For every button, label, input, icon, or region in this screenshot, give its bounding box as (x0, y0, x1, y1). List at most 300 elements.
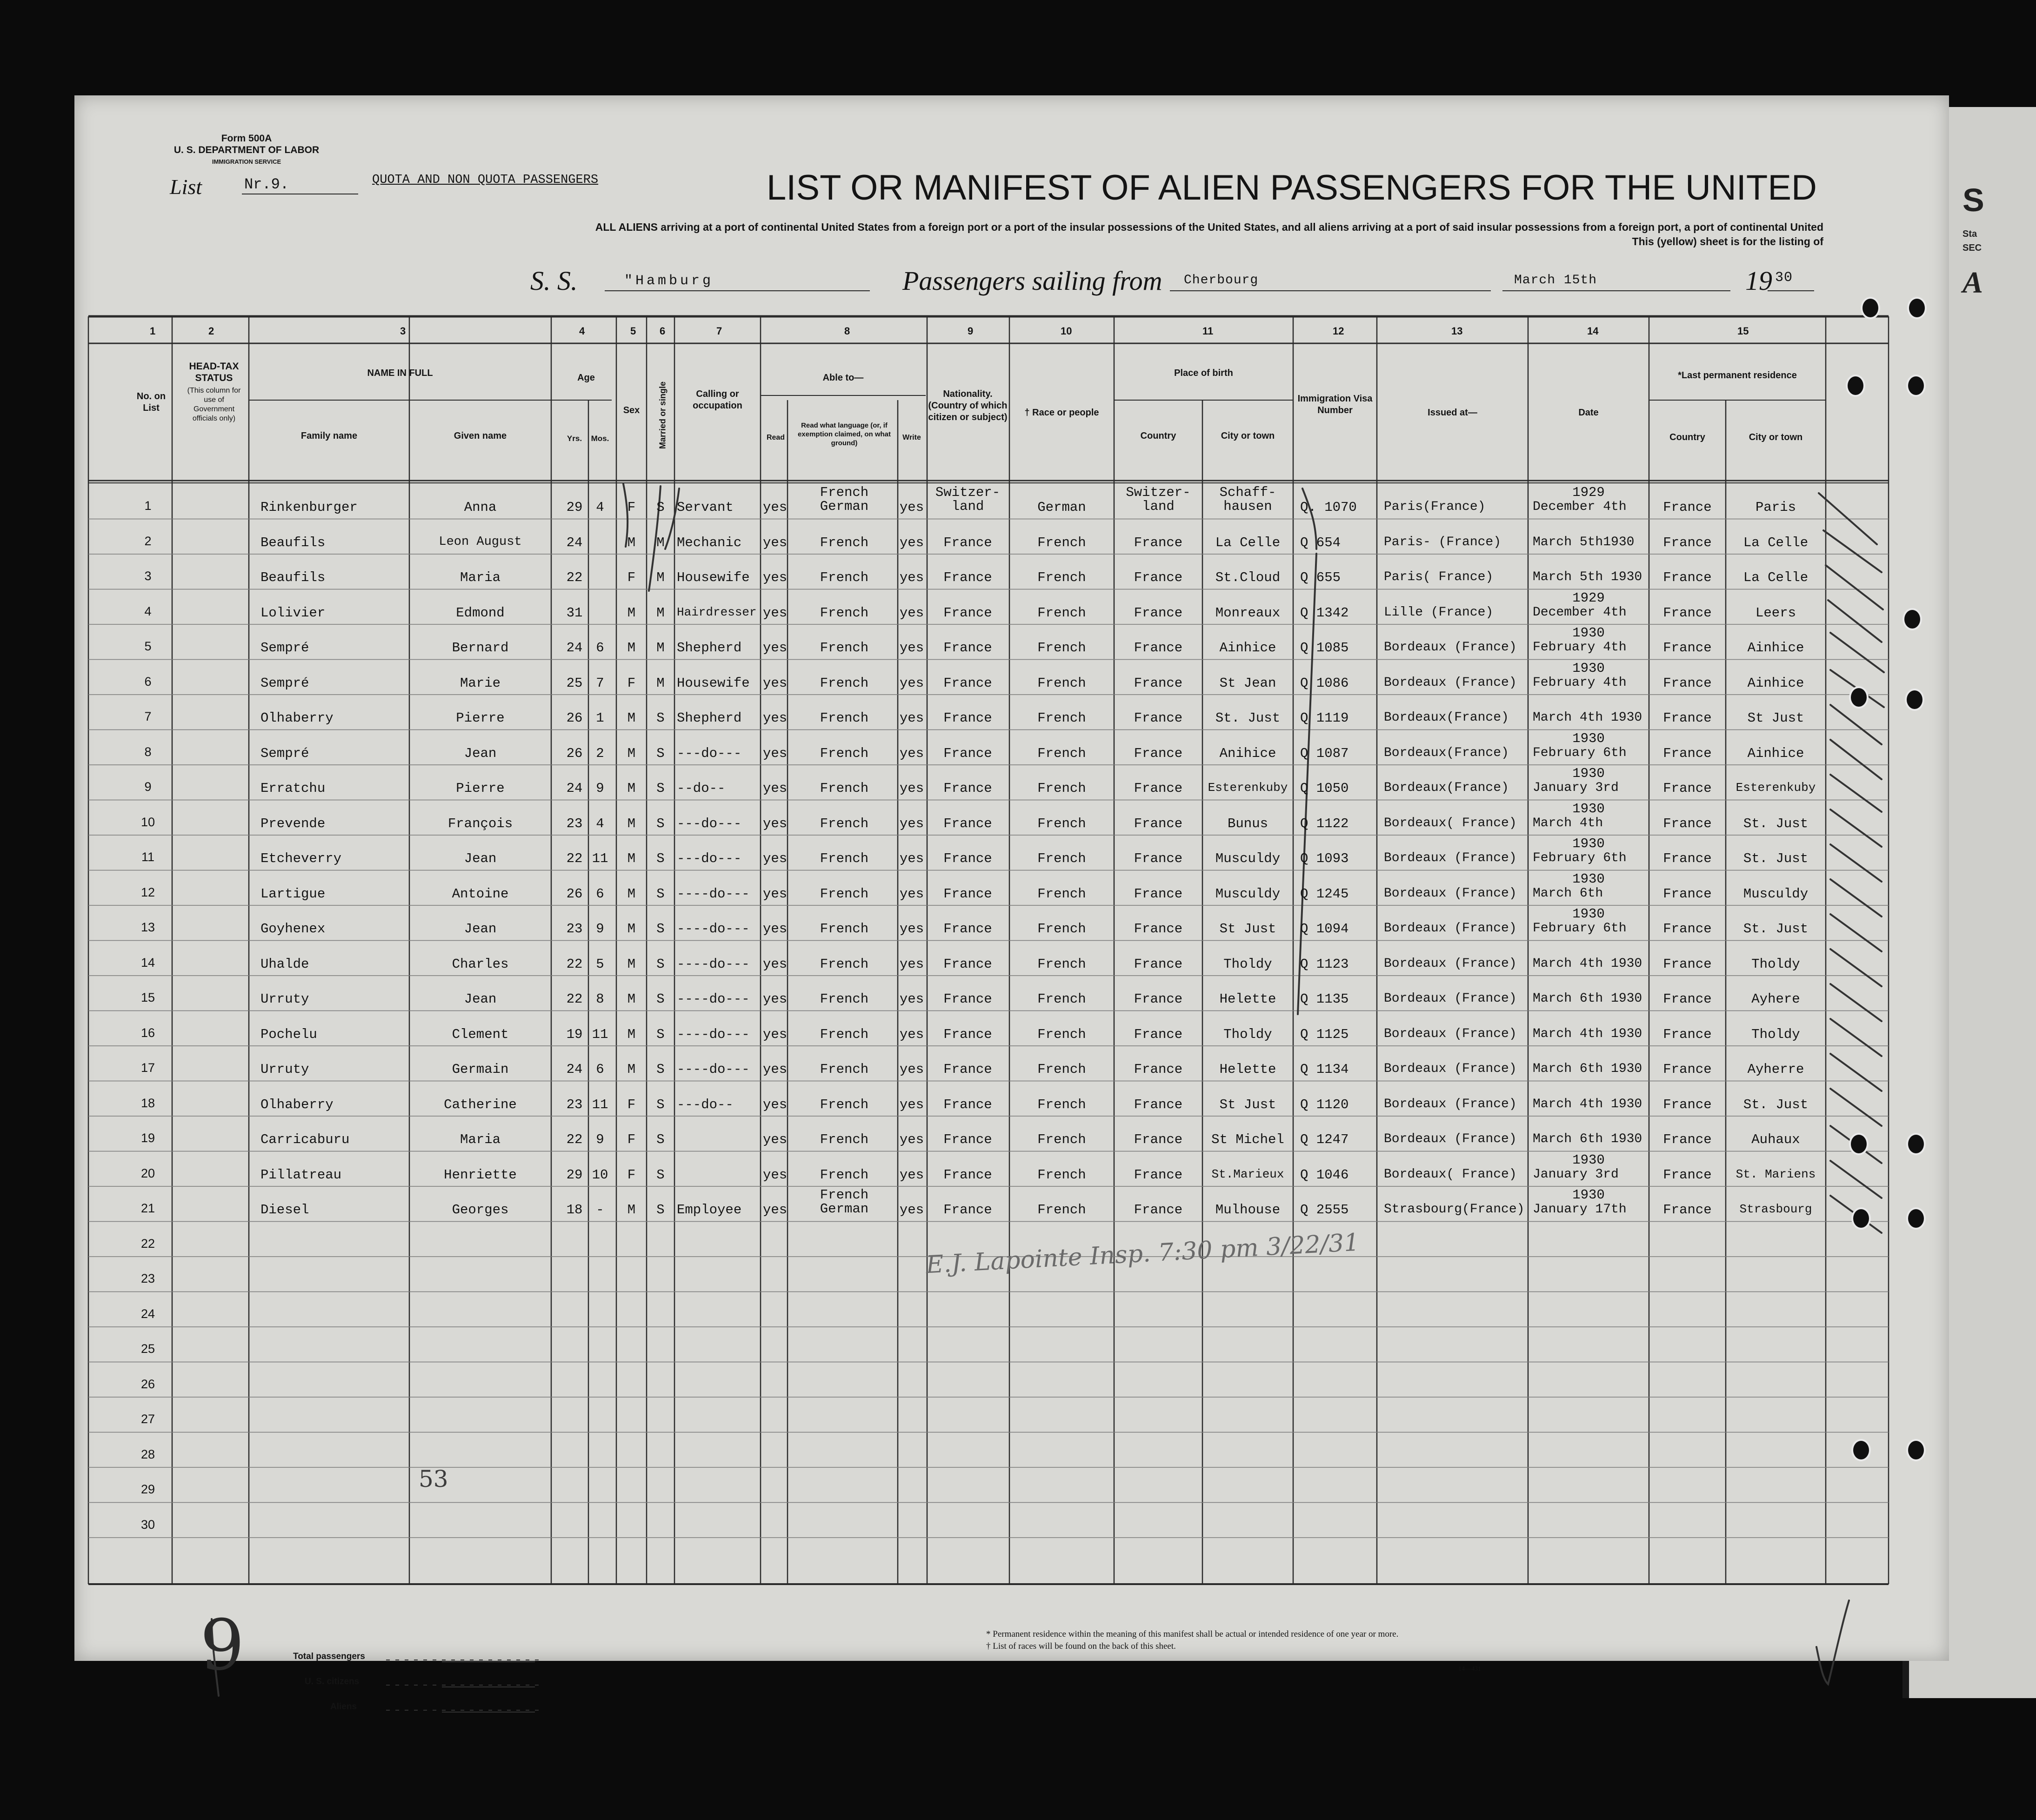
can-read: yes (763, 921, 788, 937)
issued-at: Bordeaux(France) (1384, 745, 1509, 760)
occupation: ----do--- (677, 1062, 750, 1077)
given-name: Catherine (444, 1097, 517, 1112)
residence-city: Auhaux (1751, 1132, 1800, 1147)
row-number: 1 (144, 499, 152, 513)
birth-country: Switzer- (1126, 485, 1191, 500)
residence-country: France (1663, 956, 1712, 972)
sex: F (627, 1097, 636, 1112)
given-name: François (447, 816, 513, 831)
marital-status: M (656, 535, 665, 550)
residence-city: Ayhere (1751, 991, 1800, 1007)
birth-city: St.Cloud (1215, 570, 1281, 585)
issue-year: 1930 (1572, 801, 1605, 816)
list-label: List (170, 175, 202, 199)
birth-country: France (1134, 1026, 1183, 1042)
birth-city: Anihice (1219, 745, 1276, 761)
language: French (820, 956, 869, 972)
birth-country: France (1134, 535, 1183, 550)
occupation: ----do--- (677, 1026, 750, 1042)
birth-city: Helette (1219, 991, 1276, 1007)
birth-country: France (1134, 1202, 1183, 1218)
issue-date: January 3rd (1533, 1167, 1619, 1182)
residence-city: Ainhice (1747, 675, 1804, 691)
family-name: Sempré (260, 745, 309, 761)
sex: M (627, 640, 636, 656)
marital-status: S (656, 956, 665, 972)
header-residence-country: Country (1669, 432, 1705, 442)
marital-status: M (656, 605, 665, 621)
can-write: yes (899, 570, 924, 585)
residence-city: St Just (1747, 710, 1804, 726)
residence-country: France (1663, 1202, 1712, 1218)
row-number: 30 (140, 1517, 155, 1532)
row-number: 18 (140, 1096, 155, 1110)
family-name: Urruty (260, 1062, 309, 1077)
header-birth-country: Country (1140, 431, 1176, 441)
occupation: ---do-- (677, 1097, 734, 1112)
occupation: ---do--- (677, 851, 742, 866)
can-read: yes (763, 991, 788, 1007)
issue-date: February 6th (1533, 851, 1627, 865)
race: German (1037, 500, 1086, 515)
binder-hole (1902, 608, 1922, 630)
row-number: 8 (144, 744, 152, 759)
residence-country: France (1663, 921, 1712, 937)
family-name: Olhaberry (260, 710, 334, 726)
birth-city: Schaff- (1219, 485, 1276, 500)
family-name: Lartigue (260, 886, 326, 902)
age-years: 22 (566, 851, 583, 866)
given-name: Jean (464, 851, 497, 866)
residence-city: Ayherre (1747, 1062, 1804, 1077)
residence-country: France (1663, 991, 1712, 1007)
marital-status: M (656, 640, 665, 656)
age-years: 23 (566, 816, 583, 831)
can-write: yes (899, 956, 924, 972)
issued-at: Paris( France) (1384, 570, 1494, 584)
age-months: 9 (596, 781, 604, 796)
subtitle-line: ALL ALIENS arriving at a port of continental United States from a foreign port or a port of the insular possessions of the United States, and all aliens arriving at a port of said insular possessions from a foreign port, a port of continental United (595, 221, 1823, 233)
residence-country: France (1663, 1062, 1712, 1077)
nationality: France (943, 570, 992, 585)
header-place-of-birth: Place of birth (1174, 368, 1233, 378)
family-name: Olhaberry (260, 1097, 334, 1112)
age-months: 4 (596, 500, 604, 515)
birth-city: Musculdy (1215, 886, 1281, 902)
issue-year: 1930 (1572, 766, 1605, 781)
row-number: 5 (144, 639, 152, 653)
nationality: France (943, 535, 992, 550)
nationality: France (943, 675, 992, 691)
occupation: ---do--- (677, 745, 742, 761)
can-write: yes (899, 781, 924, 796)
language: French (820, 1187, 869, 1203)
row-number: 28 (140, 1447, 155, 1461)
binder-hole (1861, 297, 1880, 319)
marital-status: M (656, 570, 665, 585)
family-name: Goyhenex (260, 921, 326, 937)
nationality: France (943, 745, 992, 761)
row-number: 15 (140, 990, 155, 1004)
birth-country: France (1134, 1097, 1183, 1112)
binder-hole (1846, 375, 1865, 397)
can-write: yes (899, 605, 924, 621)
age-years: 26 (566, 745, 583, 761)
sex: F (627, 500, 636, 515)
can-read: yes (763, 1062, 788, 1077)
visa-number: Q 1125 (1300, 1026, 1349, 1042)
given-name: Marie (460, 675, 501, 691)
can-read: yes (763, 710, 788, 726)
issue-year: 1930 (1572, 836, 1605, 851)
family-name: Etcheverry (260, 851, 342, 866)
binder-hole (1851, 1207, 1871, 1230)
birth-city: St Just (1219, 921, 1276, 937)
can-read: yes (763, 745, 788, 761)
column-number: 12 (1333, 325, 1344, 337)
nationality: France (943, 991, 992, 1007)
age-months: 8 (596, 991, 604, 1007)
column-number: 14 (1587, 325, 1599, 337)
residence-city: Paris (1755, 500, 1796, 515)
occupation: Housewife (677, 675, 750, 691)
binder-hole (1907, 297, 1927, 319)
row-number: 7 (144, 709, 152, 723)
sex: M (627, 710, 636, 726)
race: French (1037, 956, 1086, 972)
race: French (1037, 745, 1086, 761)
family-name: Prevende (260, 816, 326, 831)
birth-city: St. Just (1215, 710, 1281, 726)
can-write: yes (899, 851, 924, 866)
binder-hole (1851, 1439, 1871, 1461)
issue-date: February 6th (1533, 745, 1627, 760)
marital-status: S (656, 745, 665, 761)
row-number: 16 (140, 1025, 155, 1040)
age-years: 18 (566, 1202, 583, 1218)
birth-city: Helette (1219, 1062, 1276, 1077)
occupation: Servant (677, 500, 734, 515)
race: French (1037, 605, 1086, 621)
row-number: 24 (140, 1306, 155, 1321)
service-name: IMMIGRATION SERVICE (212, 158, 281, 165)
issued-at: Bordeaux (France) (1384, 886, 1517, 901)
header-issue-date: Date (1578, 408, 1599, 418)
sex: F (627, 675, 636, 691)
birth-country: France (1134, 991, 1183, 1007)
row-number: 23 (140, 1271, 155, 1285)
row-number: 11 (141, 850, 155, 864)
column-number: 3 (400, 325, 406, 337)
birth-city: La Celle (1215, 535, 1281, 550)
birth-city: Monreaux (1215, 605, 1281, 621)
age-years: 23 (566, 921, 583, 937)
issue-year: 1930 (1572, 906, 1605, 922)
family-name: Pochelu (260, 1026, 317, 1042)
issue-date: March 5th 1930 (1533, 570, 1642, 584)
birth-country: France (1134, 640, 1183, 656)
row-number: 26 (140, 1377, 155, 1391)
header-nationality: Nationality. (Country of which citizen or subject) (928, 389, 1008, 422)
language: French (820, 605, 869, 621)
list-number: Nr.9. (244, 176, 289, 193)
issued-at: Bordeaux (France) (1384, 921, 1517, 936)
residence-country: France (1663, 781, 1712, 796)
can-write: yes (899, 1026, 924, 1042)
nationality: France (943, 816, 992, 831)
sailing-label: Passengers sailing from (902, 266, 1162, 296)
sex: F (627, 570, 636, 585)
footnote-races: † List of races will be found on the back of this sheet. (986, 1641, 1176, 1651)
nationality: France (943, 956, 992, 972)
footer-total-passengers: Total passengers (293, 1652, 365, 1661)
header-read-language: Read what language (or, if exemption claimed, on what ground) (797, 422, 891, 447)
can-read: yes (763, 1167, 788, 1183)
year-suffix: 30 (1775, 270, 1793, 286)
departure-port: Cherbourg (1184, 273, 1259, 288)
age-years: 31 (566, 605, 583, 621)
issue-date: March 6th 1930 (1533, 1062, 1642, 1076)
visa-number: Q 1122 (1300, 816, 1349, 831)
visa-number: Q 1050 (1300, 781, 1349, 796)
language: French (820, 1132, 869, 1147)
occupation: Mechanic (677, 535, 742, 550)
language: French (820, 1062, 869, 1077)
nationality: France (943, 851, 992, 866)
age-years: 29 (566, 500, 583, 515)
language: French (820, 640, 869, 656)
birth-city: Bunus (1227, 816, 1268, 831)
issued-at: Bordeaux (France) (1384, 956, 1517, 971)
visa-number: Q 1087 (1300, 745, 1349, 761)
marital-status: S (656, 1202, 665, 1218)
birth-country: France (1134, 605, 1183, 621)
ship-name: "Hamburg (624, 273, 714, 289)
residence-country: France (1663, 816, 1712, 831)
binder-hole (1906, 1207, 1926, 1230)
row-number: 14 (140, 955, 155, 970)
row-number: 27 (140, 1412, 155, 1426)
issue-year: 1930 (1572, 625, 1605, 641)
nationality: land (951, 499, 984, 514)
sex: M (627, 781, 636, 796)
age-years: 22 (566, 1132, 583, 1147)
family-name: Sempré (260, 640, 309, 656)
header-race: † Race or people (1024, 408, 1099, 418)
sex: M (627, 816, 636, 831)
header-calling: Calling or occupation (693, 389, 742, 411)
marital-status: S (656, 991, 665, 1007)
residence-city: Ainhice (1747, 640, 1804, 656)
can-read: yes (763, 570, 788, 585)
residence-country: France (1663, 1167, 1712, 1183)
can-write: yes (899, 1097, 924, 1112)
column-number: 9 (968, 325, 974, 337)
age-months: 11 (592, 1026, 608, 1042)
nationality: France (943, 605, 992, 621)
row-number: 21 (140, 1201, 155, 1215)
sex: M (627, 535, 636, 550)
row-number: 13 (140, 920, 155, 934)
subtitle-line: This (yellow) sheet is for the listing of (1632, 235, 1823, 248)
family-name: Pillatreau (260, 1167, 342, 1183)
issued-at: Bordeaux (France) (1384, 1062, 1517, 1076)
language: French (820, 1026, 869, 1042)
marital-status: S (656, 851, 665, 866)
age-months: 10 (592, 1167, 608, 1183)
visa-number: Q 654 (1300, 535, 1341, 550)
issued-at: Paris(France) (1384, 500, 1486, 514)
marital-status: S (656, 1132, 665, 1147)
birth-country: France (1134, 1062, 1183, 1077)
age-years: 24 (566, 640, 583, 656)
age-years: 26 (566, 710, 583, 726)
header-age-years: Yrs. (567, 434, 582, 443)
binder-hole (1906, 375, 1926, 397)
age-years: 25 (566, 675, 583, 691)
birth-country: France (1134, 921, 1183, 937)
header-sex: Sex (623, 405, 640, 415)
sex: M (627, 851, 636, 866)
issued-at: Bordeaux (France) (1384, 1132, 1517, 1146)
visa-number: Q 1245 (1300, 886, 1349, 902)
birth-city: Ainhice (1219, 640, 1276, 656)
list-type: QUOTA AND NON QUOTA PASSENGERS (372, 173, 599, 187)
column-number: 2 (208, 325, 214, 337)
age-years: 23 (566, 1097, 583, 1112)
issue-year: 1930 (1572, 1152, 1605, 1168)
birth-country: France (1134, 745, 1183, 761)
department-name: U. S. DEPARTMENT OF LABOR (174, 145, 320, 155)
visa-number: Q 1046 (1300, 1167, 1349, 1183)
visa-number: Q 1135 (1300, 991, 1349, 1007)
margin-number: 53 (419, 1465, 448, 1492)
nationality: Switzer- (935, 485, 1001, 500)
row-number: 12 (140, 885, 155, 899)
birth-city: St Jean (1219, 675, 1276, 691)
row-number: 19 (140, 1131, 155, 1145)
residence-country: France (1663, 851, 1712, 866)
visa-number: Q 1120 (1300, 1097, 1349, 1112)
race: French (1037, 640, 1086, 656)
residence-country: France (1663, 640, 1712, 656)
age-months: 6 (596, 886, 604, 902)
issued-at: Bordeaux( France) (1384, 816, 1517, 830)
race: French (1037, 1062, 1086, 1077)
can-read: yes (763, 816, 788, 831)
issued-at: Bordeaux (France) (1384, 675, 1517, 690)
adjacent-page-fragment: Sta (1963, 229, 1977, 239)
visa-number: Q 1119 (1300, 710, 1349, 726)
given-name: Pierre (456, 710, 505, 726)
can-write: yes (899, 886, 924, 902)
can-read: yes (763, 675, 788, 691)
sex: F (627, 1132, 636, 1147)
age-years: 22 (566, 991, 583, 1007)
can-read: yes (763, 1097, 788, 1112)
row-number: 9 (144, 780, 152, 794)
issue-date: February 4th (1533, 675, 1627, 690)
row-number: 17 (140, 1061, 155, 1075)
occupation: ----do--- (677, 956, 750, 972)
can-write: yes (899, 640, 924, 656)
marital-status: S (656, 1026, 665, 1042)
sex: M (627, 1026, 636, 1042)
occupation: ----do--- (677, 886, 750, 902)
given-name: Leon August (439, 535, 522, 549)
column-number: 13 (1451, 325, 1463, 337)
header-birth-city: City or town (1221, 431, 1275, 441)
family-name: Urruty (260, 991, 309, 1007)
issued-at: Bordeaux (France) (1384, 1026, 1517, 1041)
age-months: 2 (596, 745, 604, 761)
occupation: ----do--- (677, 921, 750, 937)
header-married: Married or single (658, 381, 668, 449)
marital-status: S (656, 1097, 665, 1112)
visa-number: Q 1085 (1300, 640, 1349, 656)
birth-city: hausen (1223, 499, 1272, 514)
age-months: 6 (596, 1062, 604, 1077)
residence-country: France (1663, 1097, 1712, 1112)
birth-country: France (1134, 956, 1183, 972)
given-name: Maria (460, 570, 501, 585)
race: French (1037, 675, 1086, 691)
sex: M (627, 1062, 636, 1077)
birth-city: St Just (1219, 1097, 1276, 1112)
residence-country: France (1663, 745, 1712, 761)
language: French (820, 485, 869, 500)
header-residence-city: City or town (1749, 432, 1803, 442)
marital-status: S (656, 816, 665, 831)
nationality: France (943, 1167, 992, 1183)
header-age: Age (577, 373, 595, 383)
language: French (820, 675, 869, 691)
residence-city: Musculdy (1743, 886, 1809, 902)
occupation: Hairdresser (677, 605, 757, 619)
residence-country: France (1663, 1026, 1712, 1042)
visa-number: Q 1123 (1300, 956, 1349, 972)
issue-date: January 17th (1533, 1202, 1627, 1217)
header-head-tax-note: (This column for use of Government officials only) (187, 387, 241, 422)
residence-country: France (1663, 886, 1712, 902)
issue-date: March 4th 1930 (1533, 1026, 1642, 1041)
age-years: 24 (566, 1062, 583, 1077)
row-number: 4 (144, 604, 152, 618)
language: French (820, 921, 869, 937)
row-number: 3 (144, 569, 152, 583)
family-name: Beaufils (260, 535, 326, 550)
issued-at: Bordeaux (France) (1384, 991, 1517, 1006)
birth-country: France (1134, 851, 1183, 866)
adjacent-page-fragment: S (1963, 182, 1984, 218)
marital-status: S (656, 1062, 665, 1077)
nationality: France (943, 1132, 992, 1147)
sex: M (627, 1202, 636, 1218)
issue-date: March 4th 1930 (1533, 710, 1642, 725)
header-visa-number: Immigration Visa Number (1297, 394, 1373, 415)
issue-year: 1930 (1572, 730, 1605, 746)
header-name-in-full: NAME IN FULL (367, 368, 433, 378)
nationality: France (943, 781, 992, 796)
family-name: Lolivier (260, 605, 326, 621)
can-read: yes (763, 1132, 788, 1147)
issue-year: 1930 (1572, 1187, 1605, 1203)
occupation: Shepherd (677, 640, 742, 656)
marital-status: S (656, 886, 665, 902)
issued-at: Bordeaux(France) (1384, 781, 1509, 795)
marital-status: S (656, 500, 665, 515)
issue-date: February 6th (1533, 921, 1627, 936)
